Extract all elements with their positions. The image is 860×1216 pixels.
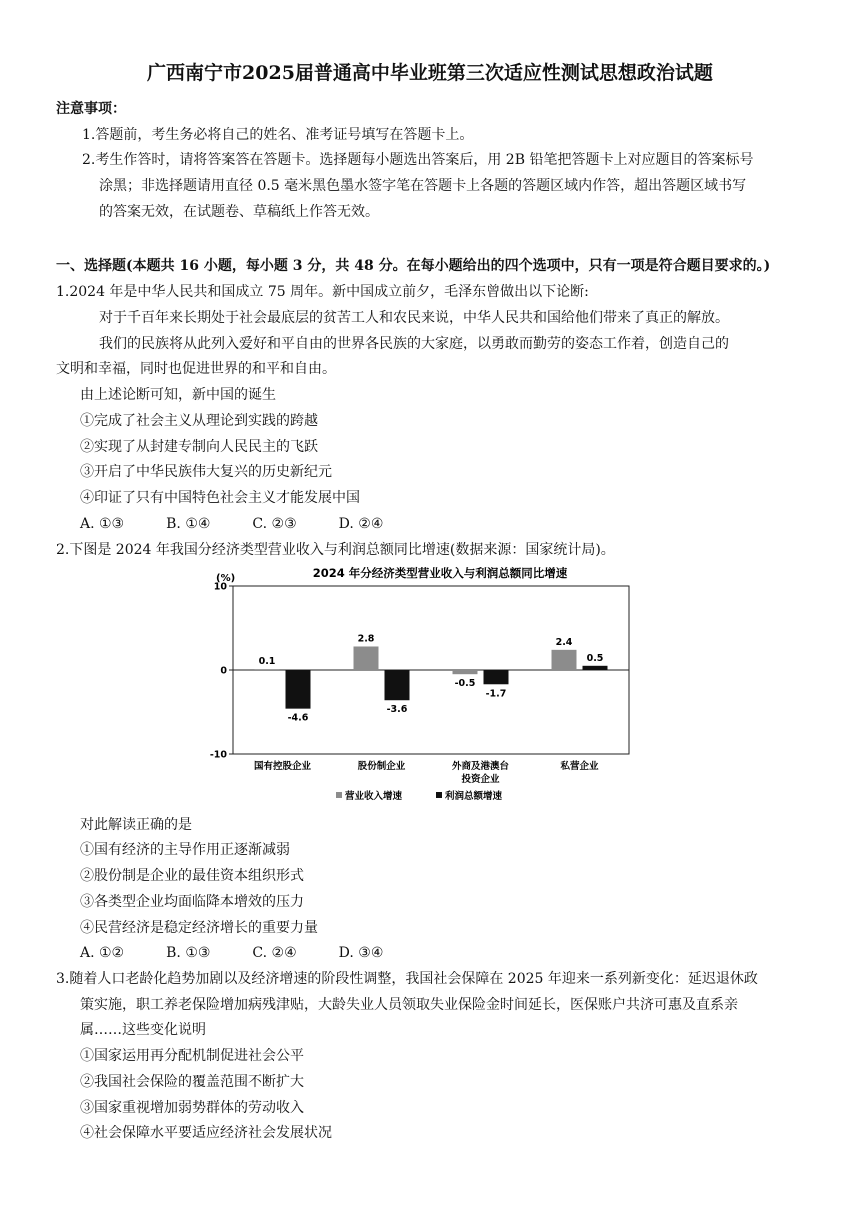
q3-statement: ③国家重视增加弱势群体的劳动收入 (80, 1100, 304, 1116)
q2-lead: 对此解读正确的是 (80, 817, 192, 833)
data-label: 0.1 (258, 656, 276, 668)
q3-statement: ①国家运用再分配机制促进社会公平 (80, 1048, 304, 1064)
q2-option-a[interactable]: A. ①② (80, 945, 125, 961)
x-category-label: 股份制企业 (357, 761, 406, 772)
q3-stem-cont: 策实施，职工养老保险增加病残津贴，大龄失业人员领取失业保险金时间延长，医保账户共济可惠及直系亲 (80, 997, 738, 1013)
q1-statement: ④印证了只有中国特色社会主义才能发展中国 (80, 490, 360, 506)
data-label: -0.5 (454, 678, 476, 690)
data-label: -3.6 (386, 704, 408, 716)
q3-stem-cont: 属……这些变化说明 (80, 1022, 206, 1038)
q2-statement: ③各类型企业均面临降本增效的压力 (80, 894, 304, 910)
legend-swatch (436, 792, 442, 798)
q2-statement: ①国有经济的主导作用正逐渐减弱 (80, 842, 290, 858)
notes-item-1: 1.答题前，考生务必将自己的姓名、准考证号填写在答题卡上。 (82, 127, 474, 143)
bar (286, 670, 311, 709)
bar (385, 670, 410, 700)
x-category-label: 国有控股企业 (253, 761, 312, 772)
notes-item-2-cont: 的答案无效，在试题卷、草稿纸上作答无效。 (99, 204, 379, 220)
q2-option-d[interactable]: D. ③④ (338, 945, 384, 961)
q2-stem: 2.下图是 2024 年我国分经济类型营业收入与利润总额同比增速(数据来源：国家统计局)。 (56, 542, 615, 558)
bar (552, 650, 577, 670)
q1-option-b[interactable]: B. ①④ (166, 516, 211, 532)
bar (255, 669, 280, 670)
q1-quote: 我们的民族将从此列入爱好和平自由的世界各民族的大家庭，以勇敢而勤劳的姿态工作着，创造自己的 (99, 336, 729, 352)
y-tick-label: 10 (213, 581, 227, 593)
q3-stem: 3.随着人口老龄化趋势加剧以及经济增速的阶段性调整，我国社会保障在 2025 年迎来一系列新变化：延迟退休政 (56, 971, 758, 987)
q1-option-a[interactable]: A. ①③ (80, 516, 125, 532)
legend-label: 营业收入增速 (345, 791, 403, 802)
q2-statement: ②股份制是企业的最佳资本组织形式 (80, 868, 304, 884)
bar (453, 670, 478, 674)
legend-label: 利润总额增速 (445, 791, 503, 802)
data-label: -4.6 (287, 712, 309, 724)
notes-heading: 注意事项： (56, 101, 126, 117)
bar-chart (208, 562, 640, 810)
q1-statement: ②实现了从封建专制向人民民主的飞跃 (80, 439, 318, 455)
chart-title: 2024 年分经济类型营业收入与利润总额同比增速 (312, 566, 568, 580)
q1-quote: 对于千百年来长期处于社会最底层的贫苦工人和农民来说，中华人民共和国给他们带来了真正的解放。 (99, 310, 729, 326)
notes-item-2: 2.考生作答时，请将答案答在答题卡。选择题每小题选出答案后，用 2B 铅笔把答题卡上对应题目的答案标号 (82, 152, 754, 168)
chart-y-unit: (%) (216, 573, 236, 584)
q1-statement: ①完成了社会主义从理论到实践的跨越 (80, 413, 318, 429)
q2-options (80, 943, 425, 963)
q2-option-b[interactable]: B. ①③ (166, 945, 211, 961)
legend-swatch (336, 792, 342, 798)
q1-option-c[interactable]: C. ②③ (252, 516, 297, 532)
y-tick-label: -10 (209, 749, 227, 761)
q2-statement: ④民营经济是稳定经济增长的重要力量 (80, 920, 318, 936)
bar (583, 666, 608, 670)
q3-statement: ②我国社会保险的覆盖范围不断扩大 (80, 1074, 304, 1090)
q1-statement: ③开启了中华民族伟大复兴的历史新纪元 (80, 464, 332, 480)
data-label: 2.8 (357, 633, 375, 645)
bar (354, 646, 379, 670)
q1-lead: 由上述论断可知，新中国的诞生 (80, 387, 276, 403)
data-label: -1.7 (485, 688, 507, 700)
q1-options (80, 514, 425, 534)
q1-quote-cont: 文明和幸福，同时也促进世界的和平和自由。 (56, 361, 336, 377)
data-label: 2.4 (555, 636, 573, 648)
x-category-label: 私营企业 (560, 761, 599, 772)
section-heading: 一、选择题(本题共 16 小题，每小题 3 分，共 48 分。在每小题给出的四个选项中，只有一项是符合题目要求的。) (56, 258, 771, 274)
x-category-label: 外商及港澳台 (451, 761, 510, 772)
x-category-label: 投资企业 (461, 774, 500, 785)
q2-option-c[interactable]: C. ②④ (252, 945, 297, 961)
q3-statement: ④社会保障水平要适应经济社会发展状况 (80, 1125, 332, 1141)
data-label: 0.5 (586, 652, 604, 664)
page-title: 广西南宁市2025届普通高中毕业班第三次适应性测试思想政治试题 (147, 62, 713, 84)
bar (484, 670, 509, 684)
q1-option-d[interactable]: D. ②④ (338, 516, 384, 532)
notes-item-2-cont: 涂黑；非选择题请用直径 0.5 毫米黑色墨水签字笔在答题卡上各题的答题区域内作答，超出答题区域书写 (99, 178, 747, 194)
q1-stem: 1.2024 年是中华人民共和国成立 75 周年。新中国成立前夕，毛泽东曾做出以下论断: (56, 284, 589, 300)
y-tick-label: 0 (220, 665, 227, 677)
